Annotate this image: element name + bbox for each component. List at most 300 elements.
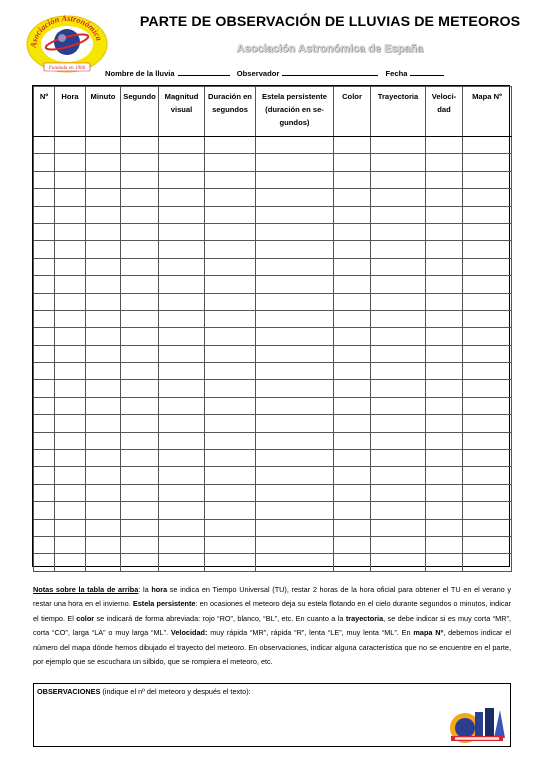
table-cell[interactable] — [159, 328, 205, 345]
table-cell[interactable] — [205, 502, 256, 519]
table-row — [34, 189, 512, 206]
table-cell[interactable] — [121, 154, 159, 171]
table-cell[interactable] — [55, 154, 86, 171]
table-cell[interactable] — [205, 154, 256, 171]
table-cell[interactable] — [205, 137, 256, 154]
table-cell[interactable] — [334, 345, 371, 362]
table-cell[interactable] — [86, 276, 121, 293]
table-cell[interactable] — [159, 380, 205, 397]
table-cell[interactable] — [426, 450, 463, 467]
table-cell[interactable] — [34, 258, 55, 275]
table-cell[interactable] — [205, 293, 256, 310]
logo-arc-text: Asociación Astronómica — [28, 13, 104, 49]
table-row — [34, 345, 512, 362]
table-cell[interactable] — [86, 137, 121, 154]
notes-term-hora: hora — [151, 585, 168, 594]
table-cell[interactable] — [159, 536, 205, 553]
table-cell[interactable] — [159, 397, 205, 414]
table-cell[interactable] — [159, 206, 205, 223]
table-cell[interactable] — [205, 171, 256, 188]
table-cell[interactable] — [159, 502, 205, 519]
table-cell[interactable] — [205, 328, 256, 345]
table-cell[interactable] — [426, 345, 463, 362]
table-cell[interactable] — [34, 171, 55, 188]
table-cell[interactable] — [55, 258, 86, 275]
table-cell[interactable] — [256, 258, 334, 275]
table-cell[interactable] — [121, 554, 159, 571]
table-cell[interactable] — [463, 241, 512, 258]
table-cell[interactable] — [86, 310, 121, 327]
table-cell[interactable] — [55, 276, 86, 293]
date-field[interactable] — [410, 68, 444, 76]
table-cell[interactable] — [159, 519, 205, 536]
table-cell[interactable] — [371, 380, 426, 397]
table-cell[interactable] — [205, 310, 256, 327]
table-cell[interactable] — [256, 293, 334, 310]
table-cell[interactable] — [159, 484, 205, 501]
table-cell[interactable] — [426, 397, 463, 414]
table-cell[interactable] — [463, 502, 512, 519]
table-cell[interactable] — [34, 536, 55, 553]
table-cell[interactable] — [371, 519, 426, 536]
table-cell[interactable] — [34, 189, 55, 206]
table-cell[interactable] — [121, 328, 159, 345]
table-cell[interactable] — [371, 328, 426, 345]
table-cell[interactable] — [426, 484, 463, 501]
table-cell[interactable] — [205, 397, 256, 414]
table-cell[interactable] — [121, 206, 159, 223]
table-cell[interactable] — [205, 241, 256, 258]
table-cell[interactable] — [86, 189, 121, 206]
table-cell[interactable] — [159, 258, 205, 275]
col-header-color: Color — [334, 87, 371, 137]
table-cell[interactable] — [121, 241, 159, 258]
table-cell[interactable] — [205, 484, 256, 501]
table-cell[interactable] — [86, 241, 121, 258]
table-cell[interactable] — [371, 276, 426, 293]
table-cell[interactable] — [55, 397, 86, 414]
table-cell[interactable] — [371, 345, 426, 362]
table-cell[interactable] — [334, 189, 371, 206]
table-cell[interactable] — [121, 415, 159, 432]
table-cell[interactable] — [34, 502, 55, 519]
table-cell[interactable] — [463, 293, 512, 310]
table-cell[interactable] — [426, 293, 463, 310]
table-cell[interactable] — [55, 363, 86, 380]
table-cell[interactable] — [463, 137, 512, 154]
table-cell[interactable] — [159, 293, 205, 310]
table-cell[interactable] — [55, 241, 86, 258]
table-cell[interactable] — [34, 293, 55, 310]
table-cell[interactable] — [34, 450, 55, 467]
observations-title: OBSERVACIONES — [37, 687, 101, 696]
table-cell[interactable] — [55, 502, 86, 519]
table-cell[interactable] — [34, 137, 55, 154]
table-cell[interactable] — [334, 258, 371, 275]
table-cell[interactable] — [463, 380, 512, 397]
table-cell[interactable] — [159, 450, 205, 467]
table-cell[interactable] — [371, 536, 426, 553]
table-cell[interactable] — [86, 484, 121, 501]
table-cell[interactable] — [256, 276, 334, 293]
col-header-speed: Veloci-dad — [426, 87, 463, 137]
table-cell[interactable] — [334, 415, 371, 432]
table-cell[interactable] — [371, 310, 426, 327]
table-cell[interactable] — [463, 206, 512, 223]
table-row — [34, 154, 512, 171]
table-cell[interactable] — [86, 536, 121, 553]
table-cell[interactable] — [334, 432, 371, 449]
table-cell[interactable] — [256, 536, 334, 553]
table-cell[interactable] — [121, 536, 159, 553]
col-header-minute: Minuto — [86, 87, 121, 137]
table-cell[interactable] — [86, 171, 121, 188]
table-cell[interactable] — [463, 397, 512, 414]
table-cell[interactable] — [256, 310, 334, 327]
table-cell[interactable] — [426, 189, 463, 206]
table-cell[interactable] — [55, 380, 86, 397]
observation-table — [32, 85, 510, 567]
table-cell[interactable] — [334, 467, 371, 484]
table-cell[interactable] — [86, 450, 121, 467]
table-cell[interactable] — [256, 363, 334, 380]
table-cell[interactable] — [334, 137, 371, 154]
table-cell[interactable] — [205, 363, 256, 380]
table-cell[interactable] — [371, 467, 426, 484]
table-cell[interactable] — [463, 171, 512, 188]
table-cell[interactable] — [34, 415, 55, 432]
observer-field[interactable] — [282, 68, 378, 76]
table-cell[interactable] — [463, 310, 512, 327]
table-row — [34, 380, 512, 397]
table-cell[interactable] — [371, 258, 426, 275]
table-cell[interactable] — [426, 415, 463, 432]
table-cell[interactable] — [426, 467, 463, 484]
table-cell[interactable] — [159, 241, 205, 258]
table-cell[interactable] — [426, 432, 463, 449]
table-cell[interactable] — [256, 241, 334, 258]
table-cell[interactable] — [121, 450, 159, 467]
table-cell[interactable] — [426, 258, 463, 275]
table-cell[interactable] — [205, 223, 256, 240]
table-cell[interactable] — [426, 137, 463, 154]
notes-text: se indicará de forma abreviada: rojo “RO”, blanco, “BL”, etc. En cuanto a la — [94, 613, 346, 623]
table-cell[interactable] — [256, 206, 334, 223]
table-cell[interactable] — [334, 363, 371, 380]
table-cell[interactable] — [159, 137, 205, 154]
table-cell[interactable] — [34, 554, 55, 571]
table-cell[interactable] — [34, 397, 55, 414]
table-cell[interactable] — [121, 276, 159, 293]
table-cell[interactable] — [86, 223, 121, 240]
table-cell[interactable] — [463, 432, 512, 449]
table-cell[interactable] — [55, 206, 86, 223]
table-cell[interactable] — [55, 328, 86, 345]
table-cell[interactable] — [463, 363, 512, 380]
table-cell[interactable] — [256, 432, 334, 449]
table-cell[interactable] — [426, 223, 463, 240]
table-cell[interactable] — [426, 241, 463, 258]
table-cell[interactable] — [256, 223, 334, 240]
table-cell[interactable] — [463, 189, 512, 206]
table-cell[interactable] — [463, 536, 512, 553]
table-cell[interactable] — [205, 467, 256, 484]
table-cell[interactable] — [205, 536, 256, 553]
table-cell[interactable] — [256, 397, 334, 414]
table-cell[interactable] — [205, 345, 256, 362]
table-cell[interactable] — [463, 450, 512, 467]
table-cell[interactable] — [55, 189, 86, 206]
table-cell[interactable] — [426, 554, 463, 571]
table-cell[interactable] — [34, 467, 55, 484]
table-cell[interactable] — [334, 223, 371, 240]
table-cell[interactable] — [86, 467, 121, 484]
table-cell[interactable] — [121, 171, 159, 188]
table-cell[interactable] — [205, 206, 256, 223]
table-cell[interactable] — [55, 536, 86, 553]
table-cell[interactable] — [371, 223, 426, 240]
observations-hint: (indique el nº del meteoro y después el texto): — [100, 687, 251, 696]
table-cell[interactable] — [256, 171, 334, 188]
table-cell[interactable] — [86, 554, 121, 571]
table-cell[interactable] — [159, 345, 205, 362]
table-cell[interactable] — [256, 467, 334, 484]
table-cell[interactable] — [426, 171, 463, 188]
table-cell[interactable] — [371, 293, 426, 310]
table-cell[interactable] — [34, 154, 55, 171]
table-cell[interactable] — [426, 310, 463, 327]
table-cell[interactable] — [256, 450, 334, 467]
table-row — [34, 241, 512, 258]
table-cell[interactable] — [159, 432, 205, 449]
table-cell[interactable] — [205, 415, 256, 432]
table-cell[interactable] — [256, 189, 334, 206]
table-cell[interactable] — [463, 345, 512, 362]
table-cell[interactable] — [334, 397, 371, 414]
table-cell[interactable] — [121, 258, 159, 275]
table-cell[interactable] — [371, 241, 426, 258]
table-cell[interactable] — [371, 554, 426, 571]
table-cell[interactable] — [55, 519, 86, 536]
table-cell[interactable] — [463, 276, 512, 293]
table-cell[interactable] — [256, 502, 334, 519]
table-cell[interactable] — [55, 345, 86, 362]
table-cell[interactable] — [463, 467, 512, 484]
table-cell[interactable] — [34, 310, 55, 327]
table-cell[interactable] — [86, 154, 121, 171]
table-cell[interactable] — [371, 154, 426, 171]
table-cell[interactable] — [55, 223, 86, 240]
table-cell[interactable] — [159, 415, 205, 432]
table-cell[interactable] — [426, 502, 463, 519]
table-cell[interactable] — [463, 484, 512, 501]
table-cell[interactable] — [121, 293, 159, 310]
table-cell[interactable] — [334, 328, 371, 345]
table-cell[interactable] — [86, 328, 121, 345]
table-cell[interactable] — [34, 432, 55, 449]
table-cell[interactable] — [55, 432, 86, 449]
table-cell[interactable] — [159, 363, 205, 380]
table-cell[interactable] — [256, 415, 334, 432]
table-cell[interactable] — [55, 293, 86, 310]
table-row — [34, 450, 512, 467]
table-cell[interactable] — [34, 484, 55, 501]
table-cell[interactable] — [334, 241, 371, 258]
table-cell[interactable] — [86, 363, 121, 380]
table-cell[interactable] — [86, 345, 121, 362]
observations-box[interactable] — [33, 683, 511, 747]
table-cell[interactable] — [463, 519, 512, 536]
table-cell[interactable] — [55, 554, 86, 571]
table-cell[interactable] — [55, 310, 86, 327]
table-cell[interactable] — [121, 223, 159, 240]
table-cell[interactable] — [205, 554, 256, 571]
table-cell[interactable] — [121, 397, 159, 414]
table-cell[interactable] — [334, 502, 371, 519]
table-cell[interactable] — [34, 223, 55, 240]
table-cell[interactable] — [334, 450, 371, 467]
table-cell[interactable] — [334, 171, 371, 188]
table-cell[interactable] — [86, 502, 121, 519]
table-cell[interactable] — [256, 519, 334, 536]
table-cell[interactable] — [86, 519, 121, 536]
table-cell[interactable] — [256, 328, 334, 345]
table-cell[interactable] — [334, 380, 371, 397]
table-cell[interactable] — [371, 450, 426, 467]
table-cell[interactable] — [55, 415, 86, 432]
table-cell[interactable] — [159, 310, 205, 327]
table-cell[interactable] — [334, 519, 371, 536]
table-cell[interactable] — [159, 189, 205, 206]
table-cell[interactable] — [34, 276, 55, 293]
table-cell[interactable] — [205, 450, 256, 467]
table-cell[interactable] — [426, 363, 463, 380]
table-row — [34, 206, 512, 223]
table-cell[interactable] — [334, 206, 371, 223]
table-cell[interactable] — [371, 363, 426, 380]
table-cell[interactable] — [371, 415, 426, 432]
table-cell[interactable] — [463, 554, 512, 571]
table-cell[interactable] — [205, 276, 256, 293]
table-row — [34, 397, 512, 414]
table-cell[interactable] — [34, 206, 55, 223]
table-cell[interactable] — [205, 380, 256, 397]
table-cell[interactable] — [426, 276, 463, 293]
table-cell[interactable] — [34, 363, 55, 380]
col-header-duration: Duración en segundos — [205, 87, 256, 137]
table-cell[interactable] — [426, 519, 463, 536]
table-row — [34, 554, 512, 571]
table-cell[interactable] — [121, 519, 159, 536]
table-cell[interactable] — [121, 310, 159, 327]
table-cell[interactable] — [121, 137, 159, 154]
table-cell[interactable] — [463, 415, 512, 432]
table-cell[interactable] — [86, 380, 121, 397]
table-cell[interactable] — [86, 415, 121, 432]
table-cell[interactable] — [121, 345, 159, 362]
table-cell[interactable] — [256, 380, 334, 397]
table-cell[interactable] — [256, 554, 334, 571]
table-cell[interactable] — [55, 467, 86, 484]
table-cell[interactable] — [86, 293, 121, 310]
table-cell[interactable] — [371, 397, 426, 414]
table-cell[interactable] — [334, 154, 371, 171]
table-cell[interactable] — [159, 554, 205, 571]
table-cell[interactable] — [121, 467, 159, 484]
table-cell[interactable] — [334, 276, 371, 293]
table-cell[interactable] — [205, 432, 256, 449]
table-cell[interactable] — [159, 154, 205, 171]
table-cell[interactable] — [121, 380, 159, 397]
table-cell[interactable] — [86, 206, 121, 223]
table-cell[interactable] — [159, 467, 205, 484]
table-cell[interactable] — [121, 189, 159, 206]
table-cell[interactable] — [334, 310, 371, 327]
table-cell[interactable] — [159, 276, 205, 293]
table-cell[interactable] — [256, 345, 334, 362]
table-cell[interactable] — [371, 189, 426, 206]
table-cell[interactable] — [371, 484, 426, 501]
table-cell[interactable] — [34, 241, 55, 258]
table-row — [34, 536, 512, 553]
table-cell[interactable] — [463, 223, 512, 240]
table-cell[interactable] — [34, 328, 55, 345]
table-cell[interactable] — [55, 450, 86, 467]
table-cell[interactable] — [371, 432, 426, 449]
table-cell[interactable] — [256, 154, 334, 171]
table-cell[interactable] — [86, 432, 121, 449]
table-cell[interactable] — [371, 502, 426, 519]
table-cell[interactable] — [426, 380, 463, 397]
table-cell[interactable] — [256, 484, 334, 501]
table-cell[interactable] — [426, 328, 463, 345]
table-row — [34, 276, 512, 293]
table-cell[interactable] — [34, 345, 55, 362]
table-cell[interactable] — [55, 171, 86, 188]
table-cell[interactable] — [34, 519, 55, 536]
table-cell[interactable] — [371, 137, 426, 154]
table-cell[interactable] — [121, 432, 159, 449]
table-cell[interactable] — [205, 189, 256, 206]
table-cell[interactable] — [371, 171, 426, 188]
table-cell[interactable] — [86, 397, 121, 414]
table-cell[interactable] — [55, 137, 86, 154]
table-cell[interactable] — [334, 484, 371, 501]
table-cell[interactable] — [159, 171, 205, 188]
table-cell[interactable] — [205, 258, 256, 275]
table-cell[interactable] — [334, 293, 371, 310]
shower-name-field[interactable] — [178, 68, 230, 76]
table-cell[interactable] — [256, 137, 334, 154]
table-cell[interactable] — [121, 363, 159, 380]
table-cell[interactable] — [205, 519, 256, 536]
table-cell[interactable] — [121, 484, 159, 501]
table-cell[interactable] — [334, 536, 371, 553]
table-cell[interactable] — [463, 258, 512, 275]
table-cell[interactable] — [463, 328, 512, 345]
table-cell[interactable] — [34, 380, 55, 397]
table-cell[interactable] — [86, 258, 121, 275]
table-cell[interactable] — [426, 206, 463, 223]
table-cell[interactable] — [121, 502, 159, 519]
table-cell[interactable] — [159, 223, 205, 240]
table-cell[interactable] — [55, 484, 86, 501]
table-cell[interactable] — [426, 536, 463, 553]
table-cell[interactable] — [426, 154, 463, 171]
table-cell[interactable] — [371, 206, 426, 223]
table-cell[interactable] — [334, 554, 371, 571]
table-cell[interactable] — [463, 154, 512, 171]
